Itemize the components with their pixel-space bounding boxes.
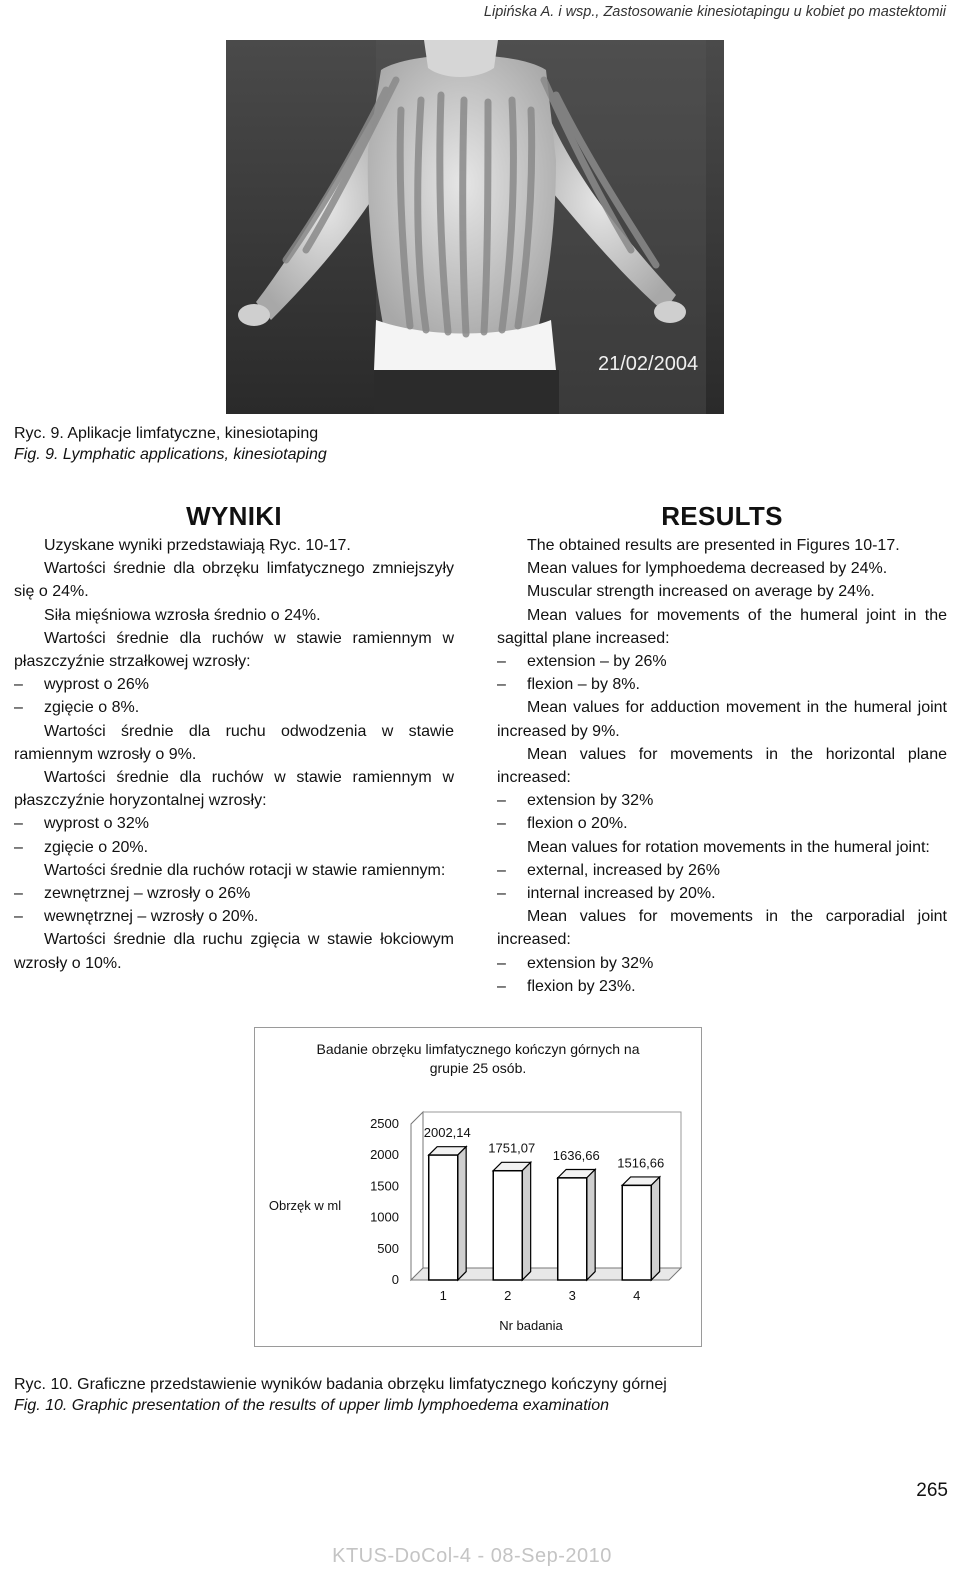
results-p2: Mean values for lymphoedema decreased by 24%. bbox=[527, 560, 888, 578]
list-dash: – bbox=[14, 699, 23, 717]
y-tick-label: 1000 bbox=[370, 1209, 399, 1225]
list-dash: – bbox=[497, 885, 506, 903]
wyniki-p4: Wartości średnie dla ruchów w stawie ramiennym w płaszczyźnie strzałkowej wzrosły: bbox=[14, 629, 454, 671]
results-list-item: – flexion – by 8%. bbox=[497, 673, 947, 696]
bar-side bbox=[587, 1169, 595, 1280]
figure-10-caption bbox=[14, 1374, 667, 1416]
list-dash: – bbox=[14, 676, 23, 694]
wyniki-p6: Wartości średnie dla ruchów w stawie ramiennym w płaszczyźnie horyzontalnej wzrosły: bbox=[14, 769, 454, 810]
wyniki-list-item: – zgięcie o 8%. bbox=[14, 696, 454, 719]
chart-title-line2: grupie 25 osób. bbox=[429, 1060, 527, 1076]
results-p3: Muscular strength increased on average by 24%. bbox=[527, 583, 875, 601]
list-dash: – bbox=[14, 885, 23, 903]
bar-side bbox=[522, 1162, 530, 1280]
y-tick-label: 2000 bbox=[370, 1147, 399, 1163]
results-p8: Mean values for movements in the carporadial joint increased: bbox=[497, 908, 947, 949]
results-p6: Mean values for movements in the horizontal plane increased: bbox=[497, 745, 947, 787]
bar bbox=[429, 1155, 458, 1280]
bar-value-label: 1751,07 bbox=[488, 1140, 536, 1156]
list-dash: – bbox=[497, 653, 506, 671]
x-tick-label: 3 bbox=[568, 1288, 576, 1303]
list-dash: – bbox=[497, 815, 506, 833]
y-tick-label: 500 bbox=[377, 1240, 399, 1256]
results-section bbox=[497, 500, 947, 998]
wyniki-list-item: – wewnętrznej – wzrosły o 20%. bbox=[14, 905, 454, 928]
bar bbox=[558, 1178, 587, 1280]
wyniki-heading: WYNIKI bbox=[186, 501, 282, 531]
bar-value-label: 1636,66 bbox=[552, 1147, 600, 1163]
wyniki-section bbox=[14, 500, 454, 975]
x-tick-label: 2 bbox=[504, 1288, 512, 1303]
list-dash: – bbox=[497, 954, 506, 972]
bar-side bbox=[651, 1177, 659, 1280]
figure-9-caption-en: Fig. 9. Lymphatic applications, kinesiotaping bbox=[14, 446, 327, 463]
list-dash: – bbox=[497, 676, 506, 694]
figure-9-caption bbox=[14, 423, 327, 465]
bar bbox=[493, 1171, 522, 1280]
list-dash: – bbox=[497, 792, 506, 810]
wyniki-list-item: – zewnętrznej – wzrosły o 26% bbox=[14, 882, 454, 905]
bar-value-label: 1516,66 bbox=[617, 1155, 665, 1171]
results-p5: Mean values for adduction movement in the humeral joint increased by 9%. bbox=[497, 699, 947, 740]
x-tick-label: 4 bbox=[633, 1288, 641, 1303]
results-list-item: – extension by 32% bbox=[497, 789, 947, 812]
chart-y-axis-label: Obrzęk w ml bbox=[268, 1198, 342, 1213]
y-tick-label: 2500 bbox=[370, 1116, 399, 1131]
figure-10-caption-en: Fig. 10. Graphic presentation of the results of upper limb lymphoedema examination bbox=[14, 1397, 609, 1414]
wyniki-list-item: – wyprost o 32% bbox=[14, 812, 454, 835]
list-dash: – bbox=[497, 977, 506, 995]
wyniki-list-item: – wyprost o 26% bbox=[14, 673, 454, 696]
chart-left-wall bbox=[411, 1112, 423, 1280]
results-list-item: – external, increased by 26% bbox=[497, 859, 947, 882]
wyniki-p1: Uzyskane wyniki przedstawiają Ryc. 10-17. bbox=[44, 537, 351, 554]
wyniki-p2: Wartości średnie dla obrzęku limfatycznego zmniejszyły się o 24%. bbox=[14, 560, 454, 601]
wyniki-p8: Wartości średnie dla ruchu zgięcia w stawie łokciowym wzrosły o 10%. bbox=[14, 931, 454, 972]
running-header: Lipińska A. i wsp., Zastosowanie kinesiotapingu u kobiet po mastektomii bbox=[483, 4, 946, 20]
results-list-item: – flexion by 23%. bbox=[497, 975, 947, 998]
results-list-item: – extension by 32% bbox=[497, 952, 947, 975]
wyniki-p5: Wartości średnie dla ruchu odwodzenia w stawie ramiennym wzrosły o 9%. bbox=[14, 722, 454, 763]
chart-title-line1: Badanie obrzęku limfatycznego kończyn górnych na bbox=[316, 1041, 640, 1057]
list-dash: – bbox=[14, 838, 23, 856]
results-heading: RESULTS bbox=[661, 501, 783, 531]
list-dash: – bbox=[497, 861, 506, 879]
results-list-item: – internal increased by 20%. bbox=[497, 882, 947, 905]
y-tick-label: 1500 bbox=[370, 1178, 399, 1194]
wyniki-list-item: – zgięcie o 20%. bbox=[14, 836, 454, 859]
results-list-item: – flexion o 20%. bbox=[497, 812, 947, 835]
page-number: 265 bbox=[916, 1480, 948, 1501]
figure-10-caption-pl: Ryc. 10. Graficzne przedstawienie wyników badania obrzęku limfatycznego kończyny górnej bbox=[14, 1376, 667, 1393]
results-p7: Mean values for rotation movements in the humeral joint: bbox=[527, 838, 930, 856]
bar-side bbox=[458, 1147, 466, 1280]
results-list-item: – extension – by 26% bbox=[497, 650, 947, 673]
list-dash: – bbox=[14, 908, 23, 926]
footer-watermark: KTUS-DoCol-4 - 08-Sep-2010 bbox=[332, 1545, 612, 1567]
bar-value-label: 2002,14 bbox=[423, 1125, 471, 1141]
figure-9-caption-pl: Ryc. 9. Aplikacje limfatyczne, kinesiotaping bbox=[14, 425, 319, 442]
x-tick-label: 1 bbox=[439, 1288, 447, 1303]
figure-9-photo bbox=[226, 40, 724, 414]
wyniki-p3: Siła mięśniowa wzrosła średnio o 24%. bbox=[44, 606, 321, 624]
y-tick-label: 0 bbox=[391, 1272, 399, 1287]
photo-date-stamp: 21/02/2004 bbox=[598, 353, 699, 375]
wyniki-p7: Wartości średnie dla ruchów rotacji w stawie ramiennym: bbox=[44, 861, 446, 879]
bar bbox=[622, 1185, 651, 1280]
chart-x-axis-label: Nr badania bbox=[499, 1318, 563, 1333]
bar-chart bbox=[255, 1028, 701, 1346]
patient-photo-illustration bbox=[226, 40, 724, 414]
results-p4: Mean values for movements of the humeral joint in the sagittal plane increased: bbox=[497, 606, 947, 647]
results-p1: The obtained results are presented in Figures 10-17. bbox=[527, 537, 900, 554]
list-dash: – bbox=[14, 815, 23, 833]
figure-10-chart bbox=[254, 1027, 702, 1347]
